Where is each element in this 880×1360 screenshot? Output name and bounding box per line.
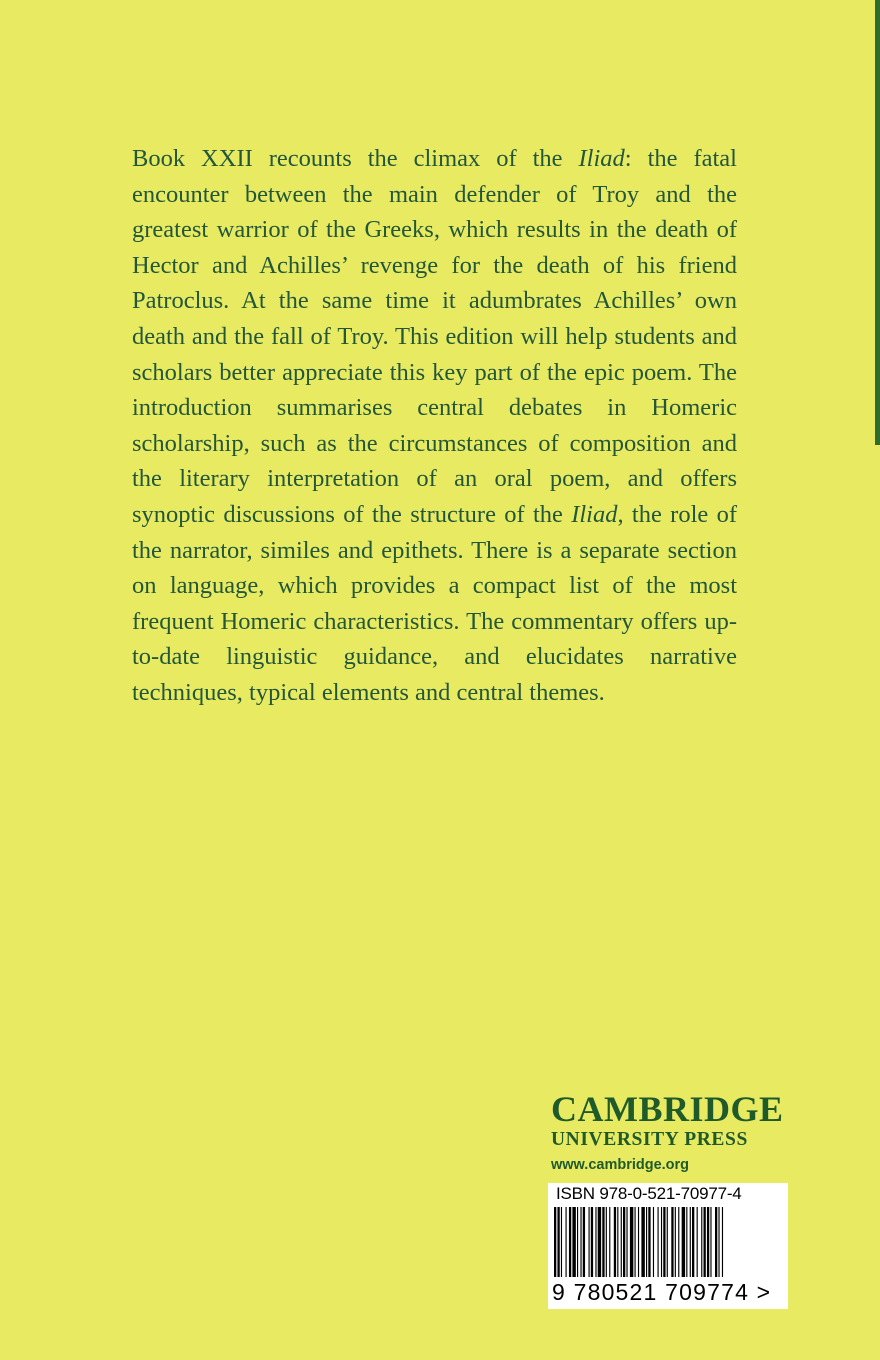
- barcode-bar: [626, 1207, 627, 1277]
- barcode-bar: [566, 1207, 567, 1277]
- barcode-bar: [715, 1207, 717, 1277]
- barcode-bar: [707, 1207, 709, 1277]
- blurb-text-1: Book XXII recounts the climax of the: [132, 145, 579, 172]
- blurb-text-2: : the fatal encounter between the main defender of Troy and the greatest warrior of the Greeks, which results in the death of Hector and Achilles’ revenge for the death of his friend Patroclus. At the same time it adumbrates Achilles’ own death and the fall of Troy. This edition will help students and scholars better appreciate this key part of the epic poem. The introduction summarises central debates in Homeric scholarship, such as the circumstances of composition and the literary interpretation of an oral poem, and offers synoptic discussions of the structure of the: [132, 145, 737, 528]
- barcode-bar: [661, 1207, 662, 1277]
- barcode-bar: [569, 1207, 571, 1277]
- spine-strip: [875, 0, 880, 445]
- barcode-box: [548, 1183, 788, 1309]
- barcode-bar: [646, 1207, 647, 1277]
- isbn-label: ISBN 978-0-521-70977-4: [556, 1184, 742, 1203]
- barcode-bar: [572, 1207, 575, 1277]
- barcode-bar: [686, 1207, 687, 1277]
- barcode-bar: [580, 1207, 581, 1277]
- barcode-bar: [621, 1207, 622, 1277]
- barcode-bar: [682, 1207, 685, 1277]
- publisher-subname: UNIVERSITY PRESS: [551, 1129, 748, 1150]
- barcode-bar: [617, 1207, 618, 1277]
- barcode-bar: [614, 1207, 616, 1277]
- publisher-name: CAMBRIDGE: [551, 1089, 784, 1129]
- barcode-bar: [554, 1207, 556, 1277]
- barcode-bar: [583, 1207, 585, 1277]
- barcode-bar: [710, 1207, 711, 1277]
- barcode-bar: [623, 1207, 625, 1277]
- barcode-bar: [557, 1207, 559, 1277]
- barcode-bar: [671, 1207, 673, 1277]
- barcode-bar: [598, 1207, 601, 1277]
- barcode-bar: [690, 1207, 691, 1277]
- barcode-bar: [722, 1207, 723, 1277]
- barcode-bar: [577, 1207, 578, 1277]
- barcode-bar: [658, 1207, 659, 1277]
- barcode-bar: [653, 1207, 654, 1277]
- back-cover-blurb: [132, 141, 737, 711]
- barcode-bars: [554, 1207, 780, 1277]
- barcode-bar: [678, 1207, 679, 1277]
- barcode-bar: [663, 1207, 665, 1277]
- barcode-bar: [606, 1207, 607, 1277]
- barcode-bar: [704, 1207, 706, 1277]
- barcode-bar: [701, 1207, 702, 1277]
- barcode-bar: [609, 1207, 610, 1277]
- blurb-title-iliad-1: Iliad: [578, 145, 625, 172]
- barcode-bar: [630, 1207, 633, 1277]
- barcode-bar: [692, 1207, 694, 1277]
- barcode-digits: 9 780521 709774 >: [552, 1279, 772, 1305]
- barcode-bar: [697, 1207, 698, 1277]
- barcode-bar: [675, 1207, 676, 1277]
- barcode-bar: [595, 1207, 596, 1277]
- barcode-bar: [591, 1207, 593, 1277]
- barcode-bar: [648, 1207, 650, 1277]
- barcode-bar: [589, 1207, 590, 1277]
- barcode-bar: [718, 1207, 719, 1277]
- barcode-bar: [641, 1207, 644, 1277]
- publisher-block: [551, 1090, 791, 1176]
- barcode-bar: [638, 1207, 639, 1277]
- barcode-bar: [561, 1207, 562, 1277]
- publisher-url: www.cambridge.org: [551, 1157, 690, 1173]
- barcode-bar: [635, 1207, 636, 1277]
- barcode-bar: [667, 1207, 668, 1277]
- barcode-bar: [602, 1207, 604, 1277]
- blurb-title-iliad-2: Iliad: [571, 500, 618, 528]
- blurb-text-3: , the role of the narrator, similes and epithets. There is a separate section on language, which provides a compact list of the most frequent Homeric characteristics. The commentary offers up-to-date linguistic guidance, and elucidates narrative techniques, typical elements and central themes.: [132, 500, 737, 706]
